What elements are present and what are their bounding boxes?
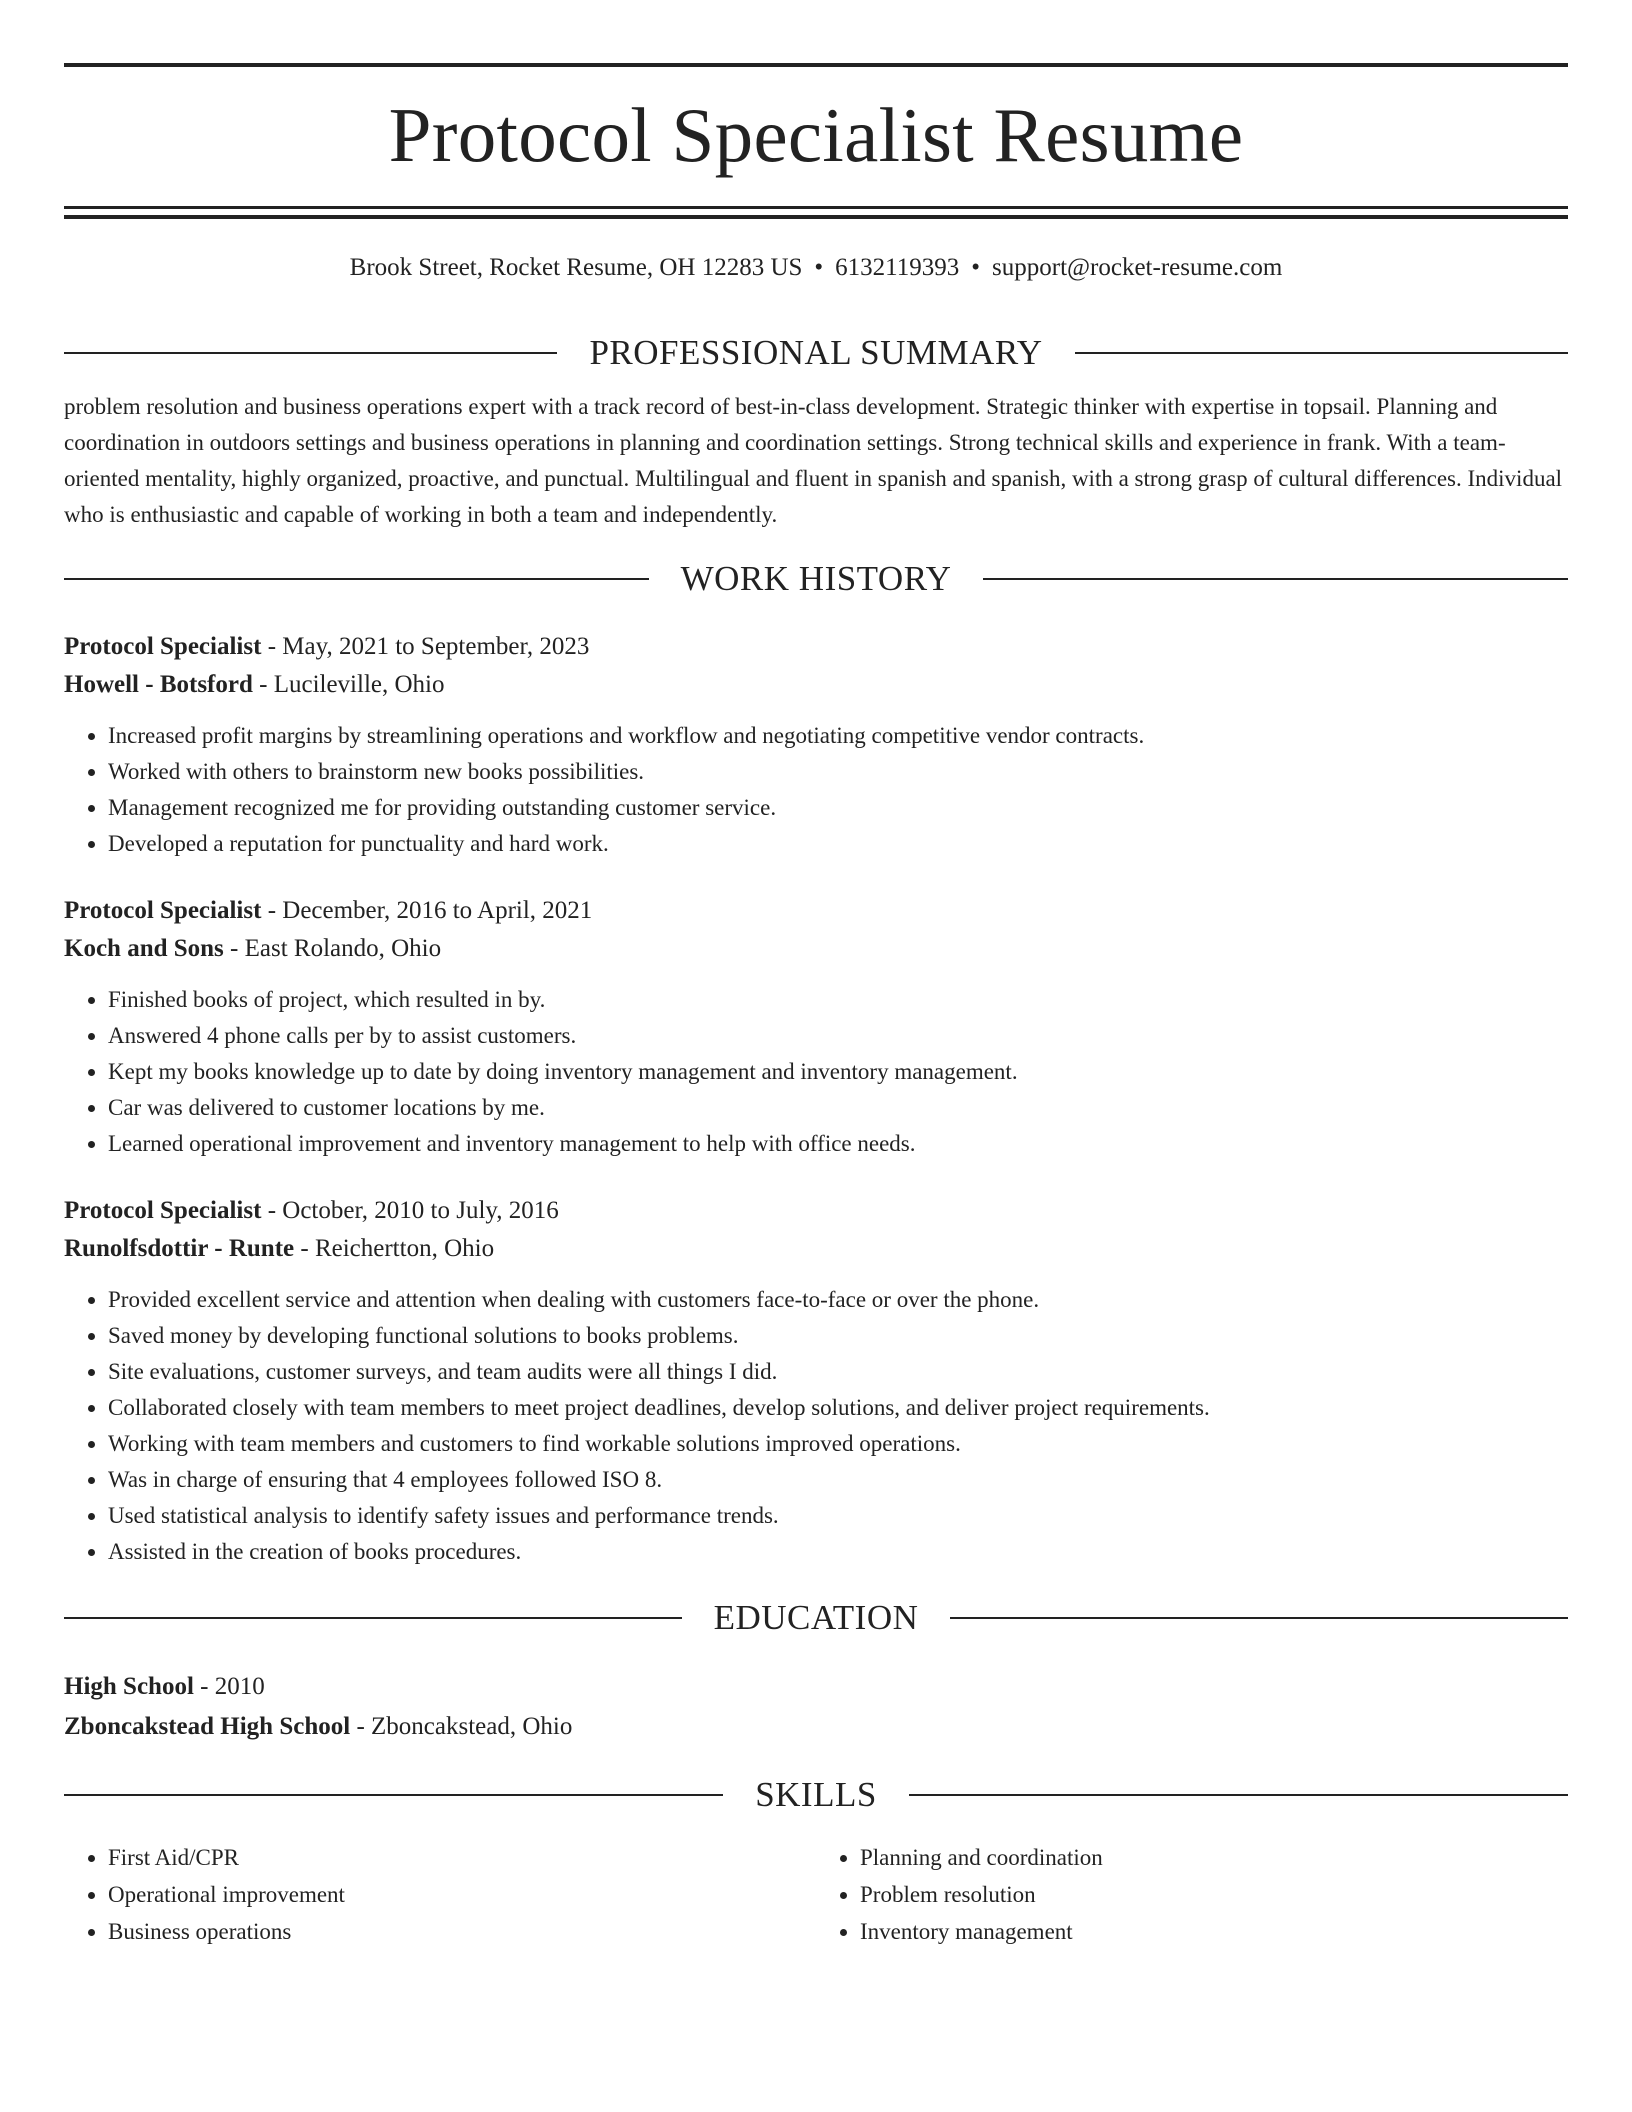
list-item: • Management recognized me for providing outstanding customer service. xyxy=(108,790,1568,826)
list-item: • Finished books of project, which resulted in by. xyxy=(108,982,1568,1018)
job-dates: - May, 2021 to September, 2023 xyxy=(261,633,590,660)
job-location: - East Rolando, Ohio xyxy=(223,935,442,962)
job-bullets xyxy=(64,1282,1568,1570)
job-company-line xyxy=(64,1230,1568,1268)
section-rule xyxy=(909,1794,1568,1796)
list-item: • Car was delivered to customer locations by me. xyxy=(108,1090,1568,1126)
list-item: • Developed a reputation for punctuality and hard work. xyxy=(108,826,1568,862)
section-title: EDUCATION xyxy=(713,1598,919,1637)
section-rule xyxy=(983,578,1568,580)
list-item: • Working with team members and customers to find workable solutions improved operations. xyxy=(108,1426,1568,1462)
section-header-summary xyxy=(64,333,1568,373)
skill-item: • Inventory management xyxy=(860,1913,1568,1950)
resume-title: Protocol Specialist Resume xyxy=(388,92,1244,178)
job-company-line xyxy=(64,930,1568,968)
job-company: Howell - Botsford xyxy=(64,671,253,698)
education-degree-line xyxy=(64,1667,1568,1707)
skill-item: • Operational improvement xyxy=(108,1876,816,1913)
section-rule xyxy=(950,1617,1568,1619)
job-title: Protocol Specialist xyxy=(64,633,262,660)
job-entry xyxy=(64,1192,1568,1570)
list-item: • Assisted in the creation of books procedures. xyxy=(108,1534,1568,1570)
contact-separator: • xyxy=(971,254,981,281)
list-item: • Kept my books knowledge up to date by doing inventory management and inventory management. xyxy=(108,1054,1568,1090)
contact-phone: 6132119393 xyxy=(835,254,960,281)
job-company: Koch and Sons xyxy=(64,935,224,962)
section-rule xyxy=(64,578,649,580)
section-title: PROFESSIONAL SUMMARY xyxy=(589,333,1043,372)
list-item: • Increased profit margins by streamlining operations and workflow and negotiating competitive vendor contracts. xyxy=(108,718,1568,754)
job-entry xyxy=(64,628,1568,862)
education-location: - Zboncakstead, Ohio xyxy=(350,1713,573,1740)
skills-column-left xyxy=(64,1839,816,1950)
education-year: - 2010 xyxy=(193,1673,265,1700)
list-item: • Was in charge of ensuring that 4 employees followed ISO 8. xyxy=(108,1462,1568,1498)
section-rule xyxy=(1075,352,1568,354)
skills-list xyxy=(64,1839,1568,1950)
education-school: Zboncakstead High School xyxy=(64,1713,351,1740)
section-header-skills xyxy=(64,1775,1568,1815)
job-dates: - October, 2010 to July, 2016 xyxy=(261,1197,559,1224)
job-title: Protocol Specialist xyxy=(64,897,262,924)
summary-text: problem resolution and business operations expert with a track record of best-in-class development. Strategic thinker with expertise in topsail. Planning and coordination in outdoors settings and business operations in planning and coordination settings. Strong technical skills and experience in frank. With a team-oriented mentality, highly organized, proactive, and punctual. Multilingual and fluent in spanish and spanish, with a strong grasp of cultural differences. Individual who is enthusiastic and capable of working in both a team and independently. xyxy=(64,394,1563,527)
section-header-education xyxy=(64,1598,1568,1638)
contact-address: Brook Street, Rocket Resume, OH 12283 US xyxy=(349,254,803,281)
job-title-line xyxy=(64,628,1568,666)
job-dates: - December, 2016 to April, 2021 xyxy=(261,897,593,924)
job-title: Protocol Specialist xyxy=(64,1197,262,1224)
contact-separator: • xyxy=(814,254,824,281)
job-company: Runolfsdottir - Runte xyxy=(64,1235,295,1262)
list-item: • Provided excellent service and attention when dealing with customers face-to-face or over the phone. xyxy=(108,1282,1568,1318)
title-double-rule xyxy=(64,206,1568,219)
contact-email: support@rocket-resume.com xyxy=(992,254,1283,281)
job-bullets xyxy=(64,982,1568,1162)
section-rule xyxy=(64,352,557,354)
skill-item: • Business operations xyxy=(108,1913,816,1950)
list-item: • Used statistical analysis to identify safety issues and performance trends. xyxy=(108,1498,1568,1534)
list-item: • Answered 4 phone calls per by to assist customers. xyxy=(108,1018,1568,1054)
list-item: • Collaborated closely with team members to meet project deadlines, develop solutions, and deliver project requirements. xyxy=(108,1390,1568,1426)
skills-column-right xyxy=(816,1839,1568,1950)
skill-item: • Planning and coordination xyxy=(860,1839,1568,1876)
section-title: WORK HISTORY xyxy=(680,559,952,598)
job-title-line xyxy=(64,1192,1568,1230)
list-item: • Saved money by developing functional solutions to books problems. xyxy=(108,1318,1568,1354)
list-item: • Learned operational improvement and inventory management to help with office needs. xyxy=(108,1126,1568,1162)
job-location: - Lucileville, Ohio xyxy=(252,671,445,698)
section-rule xyxy=(64,1794,723,1796)
section-title: SKILLS xyxy=(755,1775,877,1814)
education-school-line xyxy=(64,1707,1568,1747)
job-entry xyxy=(64,892,1568,1162)
skill-item: • First Aid/CPR xyxy=(108,1839,816,1876)
education-entry xyxy=(64,1667,1568,1747)
job-bullets xyxy=(64,718,1568,862)
resume-page xyxy=(64,0,1568,1950)
top-rule xyxy=(64,63,1568,67)
job-company-line xyxy=(64,666,1568,704)
list-item: • Worked with others to brainstorm new books possibilities. xyxy=(108,754,1568,790)
list-item: • Site evaluations, customer surveys, and team audits were all things I did. xyxy=(108,1354,1568,1390)
job-location: - Reichertton, Ohio xyxy=(294,1235,495,1262)
education-degree: High School xyxy=(64,1673,194,1700)
section-header-work xyxy=(64,559,1568,599)
contact-line xyxy=(64,253,1568,283)
section-rule xyxy=(64,1617,682,1619)
job-title-line xyxy=(64,892,1568,930)
skill-item: • Problem resolution xyxy=(860,1876,1568,1913)
